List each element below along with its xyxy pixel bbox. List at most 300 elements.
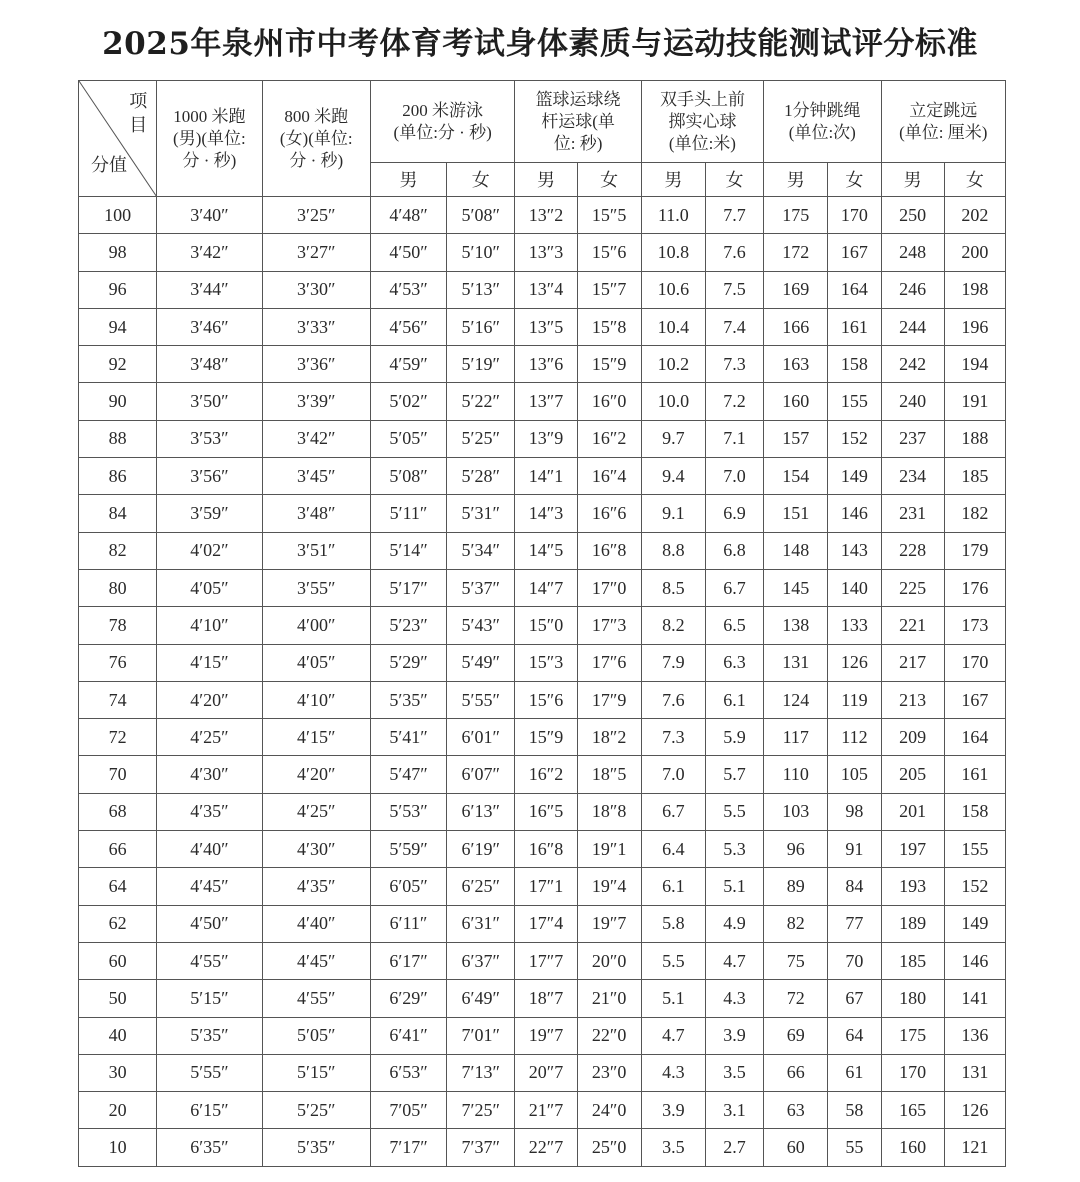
basketball-female-cell: 16″6 <box>577 495 641 532</box>
basketball-female-cell: 16″0 <box>577 383 641 420</box>
score-cell: 100 <box>79 197 157 234</box>
rope-male-cell: 157 <box>764 420 828 457</box>
jump-male-cell: 234 <box>881 458 944 495</box>
run1000-cell: 4′10″ <box>157 607 262 644</box>
run1000-cell: 3′44″ <box>157 271 262 308</box>
ball-male-cell: 3.5 <box>641 1129 705 1167</box>
swim-male-cell: 5′02″ <box>370 383 446 420</box>
run1000-cell: 4′35″ <box>157 793 262 830</box>
ball-male-cell: 8.8 <box>641 532 705 569</box>
rope-male-cell: 166 <box>764 308 828 345</box>
jump-male-cell: 175 <box>881 1017 944 1054</box>
jump-female-cell: 188 <box>944 420 1005 457</box>
run800-cell: 5′35″ <box>262 1129 370 1167</box>
jump-female-cell: 179 <box>944 532 1005 569</box>
basketball-female-cell: 19″1 <box>577 831 641 868</box>
rope-male-cell: 69 <box>764 1017 828 1054</box>
run1000-cell: 4′40″ <box>157 831 262 868</box>
run1000-cell: 3′50″ <box>157 383 262 420</box>
rope-female-cell: 55 <box>828 1129 881 1167</box>
ball-female-cell: 6.8 <box>705 532 763 569</box>
swim-male-cell: 5′41″ <box>370 719 446 756</box>
ball-female-cell: 4.3 <box>705 980 763 1017</box>
header-male: 男 <box>515 163 577 197</box>
swim-female-cell: 5′13″ <box>447 271 515 308</box>
run800-cell: 4′00″ <box>262 607 370 644</box>
swim-male-cell: 4′53″ <box>370 271 446 308</box>
basketball-female-cell: 18″5 <box>577 756 641 793</box>
ball-male-cell: 10.2 <box>641 346 705 383</box>
swim-male-cell: 5′05″ <box>370 420 446 457</box>
basketball-male-cell: 14″5 <box>515 532 577 569</box>
run1000-cell: 3′46″ <box>157 308 262 345</box>
score-cell: 82 <box>79 532 157 569</box>
rope-male-cell: 172 <box>764 234 828 271</box>
rope-female-cell: 155 <box>828 383 881 420</box>
jump-male-cell: 180 <box>881 980 944 1017</box>
rope-male-cell: 131 <box>764 644 828 681</box>
basketball-male-cell: 15″0 <box>515 607 577 644</box>
header-swim200: 200 米游泳 (单位:分 · 秒) <box>370 81 514 163</box>
score-cell: 74 <box>79 681 157 718</box>
table-row <box>79 756 1006 793</box>
swim-female-cell: 5′28″ <box>447 458 515 495</box>
rope-male-cell: 175 <box>764 197 828 234</box>
table-row <box>79 569 1006 606</box>
ball-male-cell: 3.9 <box>641 1092 705 1129</box>
swim-male-cell: 7′17″ <box>370 1129 446 1167</box>
document-title: 2025年泉州市中考体育考试身体素质与运动技能测试评分标准 <box>102 26 978 62</box>
swim-male-cell: 4′59″ <box>370 346 446 383</box>
run800-cell: 3′48″ <box>262 495 370 532</box>
rope-male-cell: 145 <box>764 569 828 606</box>
run1000-cell: 6′15″ <box>157 1092 262 1129</box>
basketball-female-cell: 15″7 <box>577 271 641 308</box>
jump-female-cell: 164 <box>944 719 1005 756</box>
basketball-male-cell: 13″2 <box>515 197 577 234</box>
swim-male-cell: 5′17″ <box>370 569 446 606</box>
jump-male-cell: 231 <box>881 495 944 532</box>
table-row <box>79 197 1006 234</box>
rope-male-cell: 60 <box>764 1129 828 1167</box>
swim-female-cell: 5′55″ <box>447 681 515 718</box>
jump-female-cell: 131 <box>944 1054 1005 1091</box>
score-cell: 66 <box>79 831 157 868</box>
swim-female-cell: 6′01″ <box>447 719 515 756</box>
swim-female-cell: 6′13″ <box>447 793 515 830</box>
run1000-cell: 3′53″ <box>157 420 262 457</box>
score-cell: 60 <box>79 942 157 979</box>
ball-female-cell: 6.7 <box>705 569 763 606</box>
jump-female-cell: 167 <box>944 681 1005 718</box>
score-cell: 10 <box>79 1129 157 1167</box>
ball-male-cell: 8.5 <box>641 569 705 606</box>
jump-female-cell: 146 <box>944 942 1005 979</box>
score-cell: 90 <box>79 383 157 420</box>
table-row <box>79 420 1006 457</box>
swim-male-cell: 5′53″ <box>370 793 446 830</box>
score-cell: 50 <box>79 980 157 1017</box>
jump-male-cell: 237 <box>881 420 944 457</box>
run1000-cell: 5′35″ <box>157 1017 262 1054</box>
run1000-cell: 4′02″ <box>157 532 262 569</box>
ball-male-cell: 6.4 <box>641 831 705 868</box>
jump-female-cell: 126 <box>944 1092 1005 1129</box>
basketball-male-cell: 19″7 <box>515 1017 577 1054</box>
jump-male-cell: 170 <box>881 1054 944 1091</box>
table-row <box>79 793 1006 830</box>
swim-female-cell: 5′19″ <box>447 346 515 383</box>
basketball-male-cell: 13″7 <box>515 383 577 420</box>
jump-male-cell: 165 <box>881 1092 944 1129</box>
jump-female-cell: 202 <box>944 197 1005 234</box>
score-cell: 30 <box>79 1054 157 1091</box>
header-male: 男 <box>370 163 446 197</box>
score-cell: 72 <box>79 719 157 756</box>
rope-female-cell: 140 <box>828 569 881 606</box>
jump-female-cell: 191 <box>944 383 1005 420</box>
swim-female-cell: 5′43″ <box>447 607 515 644</box>
run1000-cell: 3′48″ <box>157 346 262 383</box>
basketball-female-cell: 23″0 <box>577 1054 641 1091</box>
basketball-male-cell: 13″9 <box>515 420 577 457</box>
table-row <box>79 1017 1006 1054</box>
ball-female-cell: 6.5 <box>705 607 763 644</box>
rope-male-cell: 138 <box>764 607 828 644</box>
rope-male-cell: 103 <box>764 793 828 830</box>
header-male: 男 <box>641 163 705 197</box>
score-cell: 80 <box>79 569 157 606</box>
ball-male-cell: 9.7 <box>641 420 705 457</box>
rope-male-cell: 169 <box>764 271 828 308</box>
score-cell: 20 <box>79 1092 157 1129</box>
header-female: 女 <box>705 163 763 197</box>
table-row <box>79 1129 1006 1167</box>
basketball-female-cell: 17″0 <box>577 569 641 606</box>
ball-female-cell: 5.5 <box>705 793 763 830</box>
run1000-cell: 4′25″ <box>157 719 262 756</box>
swim-female-cell: 5′22″ <box>447 383 515 420</box>
ball-female-cell: 2.7 <box>705 1129 763 1167</box>
ball-female-cell: 3.5 <box>705 1054 763 1091</box>
jump-female-cell: 182 <box>944 495 1005 532</box>
jump-female-cell: 194 <box>944 346 1005 383</box>
rope-female-cell: 143 <box>828 532 881 569</box>
run1000-cell: 5′15″ <box>157 980 262 1017</box>
table-row <box>79 1092 1006 1129</box>
rope-female-cell: 170 <box>828 197 881 234</box>
swim-female-cell: 6′25″ <box>447 868 515 905</box>
run1000-cell: 3′59″ <box>157 495 262 532</box>
basketball-male-cell: 22″7 <box>515 1129 577 1167</box>
header-row-main <box>79 81 1006 163</box>
header-male: 男 <box>764 163 828 197</box>
swim-male-cell: 5′35″ <box>370 681 446 718</box>
table-row <box>79 980 1006 1017</box>
ball-male-cell: 9.4 <box>641 458 705 495</box>
basketball-female-cell: 15″8 <box>577 308 641 345</box>
swim-female-cell: 5′25″ <box>447 420 515 457</box>
basketball-female-cell: 19″4 <box>577 868 641 905</box>
jump-female-cell: 198 <box>944 271 1005 308</box>
swim-female-cell: 6′19″ <box>447 831 515 868</box>
score-cell: 88 <box>79 420 157 457</box>
jump-female-cell: 155 <box>944 831 1005 868</box>
swim-male-cell: 6′41″ <box>370 1017 446 1054</box>
table-row <box>79 308 1006 345</box>
swim-male-cell: 5′47″ <box>370 756 446 793</box>
swim-female-cell: 7′13″ <box>447 1054 515 1091</box>
basketball-female-cell: 16″4 <box>577 458 641 495</box>
table-row <box>79 1054 1006 1091</box>
basketball-male-cell: 15″3 <box>515 644 577 681</box>
header-female: 女 <box>944 163 1005 197</box>
ball-female-cell: 7.3 <box>705 346 763 383</box>
basketball-female-cell: 17″6 <box>577 644 641 681</box>
swim-male-cell: 5′29″ <box>370 644 446 681</box>
scoring-standard-table <box>78 80 1006 1167</box>
ball-female-cell: 6.3 <box>705 644 763 681</box>
table-row <box>79 271 1006 308</box>
swim-female-cell: 7′01″ <box>447 1017 515 1054</box>
ball-male-cell: 11.0 <box>641 197 705 234</box>
rope-male-cell: 163 <box>764 346 828 383</box>
rope-male-cell: 154 <box>764 458 828 495</box>
basketball-female-cell: 18″2 <box>577 719 641 756</box>
header-run800: 800 米跑 (女)(单位: 分 · 秒) <box>262 81 370 197</box>
swim-male-cell: 6′11″ <box>370 905 446 942</box>
ball-male-cell: 10.4 <box>641 308 705 345</box>
jump-female-cell: 149 <box>944 905 1005 942</box>
rope-male-cell: 75 <box>764 942 828 979</box>
ball-female-cell: 3.9 <box>705 1017 763 1054</box>
basketball-male-cell: 13″4 <box>515 271 577 308</box>
table-row <box>79 868 1006 905</box>
basketball-female-cell: 24″0 <box>577 1092 641 1129</box>
ball-female-cell: 7.0 <box>705 458 763 495</box>
rope-female-cell: 67 <box>828 980 881 1017</box>
swim-male-cell: 4′50″ <box>370 234 446 271</box>
swim-male-cell: 4′48″ <box>370 197 446 234</box>
basketball-male-cell: 18″7 <box>515 980 577 1017</box>
score-cell: 68 <box>79 793 157 830</box>
jump-female-cell: 152 <box>944 868 1005 905</box>
table-row <box>79 719 1006 756</box>
rope-male-cell: 110 <box>764 756 828 793</box>
swim-female-cell: 5′34″ <box>447 532 515 569</box>
run800-cell: 4′10″ <box>262 681 370 718</box>
run1000-cell: 4′20″ <box>157 681 262 718</box>
jump-male-cell: 246 <box>881 271 944 308</box>
swim-male-cell: 6′53″ <box>370 1054 446 1091</box>
header-female: 女 <box>828 163 881 197</box>
rope-female-cell: 64 <box>828 1017 881 1054</box>
ball-male-cell: 10.8 <box>641 234 705 271</box>
rope-female-cell: 91 <box>828 831 881 868</box>
run800-cell: 3′42″ <box>262 420 370 457</box>
ball-female-cell: 7.5 <box>705 271 763 308</box>
score-cell: 70 <box>79 756 157 793</box>
score-cell: 98 <box>79 234 157 271</box>
run1000-cell: 4′05″ <box>157 569 262 606</box>
run1000-cell: 4′15″ <box>157 644 262 681</box>
jump-male-cell: 217 <box>881 644 944 681</box>
rope-female-cell: 70 <box>828 942 881 979</box>
ball-female-cell: 7.2 <box>705 383 763 420</box>
swim-male-cell: 6′17″ <box>370 942 446 979</box>
basketball-male-cell: 14″7 <box>515 569 577 606</box>
rope-male-cell: 124 <box>764 681 828 718</box>
run800-cell: 4′15″ <box>262 719 370 756</box>
score-cell: 78 <box>79 607 157 644</box>
ball-female-cell: 5.1 <box>705 868 763 905</box>
run800-cell: 3′27″ <box>262 234 370 271</box>
basketball-female-cell: 22″0 <box>577 1017 641 1054</box>
table-row <box>79 644 1006 681</box>
rope-female-cell: 146 <box>828 495 881 532</box>
rope-male-cell: 148 <box>764 532 828 569</box>
jump-female-cell: 196 <box>944 308 1005 345</box>
ball-male-cell: 7.0 <box>641 756 705 793</box>
run1000-cell: 4′30″ <box>157 756 262 793</box>
score-cell: 64 <box>79 868 157 905</box>
header-medicine-ball: 双手头上前 掷实心球 (单位:米) <box>641 81 763 163</box>
ball-male-cell: 4.7 <box>641 1017 705 1054</box>
jump-male-cell: 205 <box>881 756 944 793</box>
score-cell: 92 <box>79 346 157 383</box>
run800-cell: 4′30″ <box>262 831 370 868</box>
jump-male-cell: 213 <box>881 681 944 718</box>
basketball-female-cell: 25″0 <box>577 1129 641 1167</box>
run800-cell: 3′33″ <box>262 308 370 345</box>
run800-cell: 5′15″ <box>262 1054 370 1091</box>
basketball-male-cell: 14″1 <box>515 458 577 495</box>
basketball-male-cell: 13″5 <box>515 308 577 345</box>
jump-male-cell: 240 <box>881 383 944 420</box>
rope-female-cell: 58 <box>828 1092 881 1129</box>
table-row <box>79 383 1006 420</box>
run800-cell: 4′05″ <box>262 644 370 681</box>
ball-female-cell: 7.4 <box>705 308 763 345</box>
basketball-male-cell: 16″5 <box>515 793 577 830</box>
swim-female-cell: 7′25″ <box>447 1092 515 1129</box>
rope-female-cell: 105 <box>828 756 881 793</box>
swim-female-cell: 5′08″ <box>447 197 515 234</box>
basketball-male-cell: 16″2 <box>515 756 577 793</box>
jump-female-cell: 176 <box>944 569 1005 606</box>
table-row <box>79 234 1006 271</box>
jump-male-cell: 193 <box>881 868 944 905</box>
table-row <box>79 681 1006 718</box>
ball-female-cell: 4.7 <box>705 942 763 979</box>
basketball-female-cell: 19″7 <box>577 905 641 942</box>
swim-female-cell: 6′07″ <box>447 756 515 793</box>
jump-female-cell: 121 <box>944 1129 1005 1167</box>
header-standing-jump: 立定跳远 (单位: 厘米) <box>881 81 1006 163</box>
jump-male-cell: 197 <box>881 831 944 868</box>
jump-female-cell: 185 <box>944 458 1005 495</box>
ball-male-cell: 10.6 <box>641 271 705 308</box>
run800-cell: 4′25″ <box>262 793 370 830</box>
jump-male-cell: 209 <box>881 719 944 756</box>
rope-male-cell: 151 <box>764 495 828 532</box>
swim-male-cell: 5′23″ <box>370 607 446 644</box>
run800-cell: 3′25″ <box>262 197 370 234</box>
run1000-cell: 6′35″ <box>157 1129 262 1167</box>
run800-cell: 5′25″ <box>262 1092 370 1129</box>
rope-female-cell: 161 <box>828 308 881 345</box>
ball-female-cell: 4.9 <box>705 905 763 942</box>
ball-male-cell: 5.5 <box>641 942 705 979</box>
corner-header-cell <box>79 81 157 197</box>
header-female: 女 <box>577 163 641 197</box>
swim-male-cell: 5′08″ <box>370 458 446 495</box>
basketball-male-cell: 21″7 <box>515 1092 577 1129</box>
rope-male-cell: 160 <box>764 383 828 420</box>
run800-cell: 3′30″ <box>262 271 370 308</box>
ball-female-cell: 6.9 <box>705 495 763 532</box>
score-cell: 62 <box>79 905 157 942</box>
ball-female-cell: 7.1 <box>705 420 763 457</box>
swim-female-cell: 5′37″ <box>447 569 515 606</box>
run800-cell: 4′40″ <box>262 905 370 942</box>
swim-female-cell: 6′31″ <box>447 905 515 942</box>
ball-male-cell: 7.6 <box>641 681 705 718</box>
basketball-male-cell: 17″4 <box>515 905 577 942</box>
jump-male-cell: 160 <box>881 1129 944 1167</box>
run800-cell: 4′55″ <box>262 980 370 1017</box>
rope-female-cell: 112 <box>828 719 881 756</box>
basketball-male-cell: 16″8 <box>515 831 577 868</box>
ball-female-cell: 7.7 <box>705 197 763 234</box>
swim-female-cell: 5′49″ <box>447 644 515 681</box>
basketball-female-cell: 17″9 <box>577 681 641 718</box>
basketball-male-cell: 13″3 <box>515 234 577 271</box>
rope-female-cell: 61 <box>828 1054 881 1091</box>
jump-female-cell: 173 <box>944 607 1005 644</box>
basketball-male-cell: 17″7 <box>515 942 577 979</box>
jump-male-cell: 225 <box>881 569 944 606</box>
rope-female-cell: 77 <box>828 905 881 942</box>
swim-male-cell: 6′05″ <box>370 868 446 905</box>
basketball-female-cell: 16″8 <box>577 532 641 569</box>
run800-cell: 5′05″ <box>262 1017 370 1054</box>
ball-male-cell: 5.8 <box>641 905 705 942</box>
swim-female-cell: 6′37″ <box>447 942 515 979</box>
run800-cell: 3′36″ <box>262 346 370 383</box>
basketball-female-cell: 18″8 <box>577 793 641 830</box>
ball-male-cell: 4.3 <box>641 1054 705 1091</box>
jump-female-cell: 200 <box>944 234 1005 271</box>
ball-female-cell: 7.6 <box>705 234 763 271</box>
swim-female-cell: 5′31″ <box>447 495 515 532</box>
ball-female-cell: 5.3 <box>705 831 763 868</box>
score-cell: 40 <box>79 1017 157 1054</box>
rope-male-cell: 72 <box>764 980 828 1017</box>
table-body <box>79 197 1006 1167</box>
jump-female-cell: 170 <box>944 644 1005 681</box>
table-row <box>79 495 1006 532</box>
corner-item-label: 项目 <box>129 91 148 135</box>
ball-male-cell: 6.1 <box>641 868 705 905</box>
table-row <box>79 458 1006 495</box>
rope-female-cell: 84 <box>828 868 881 905</box>
run1000-cell: 3′56″ <box>157 458 262 495</box>
header-female: 女 <box>447 163 515 197</box>
table-row <box>79 942 1006 979</box>
swim-male-cell: 6′29″ <box>370 980 446 1017</box>
run1000-cell: 5′55″ <box>157 1054 262 1091</box>
